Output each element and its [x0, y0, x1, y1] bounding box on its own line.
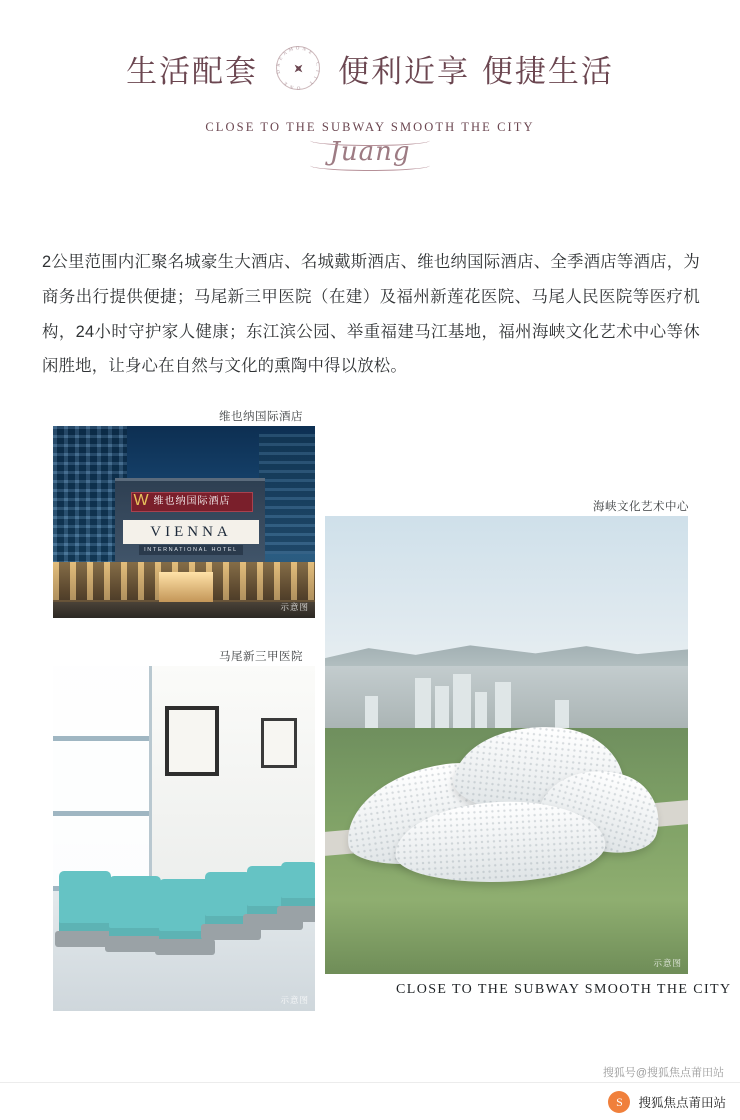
avatar: S: [608, 1091, 630, 1113]
vienna-sub-en: INTERNATIONAL HOTEL: [139, 545, 243, 555]
caption-vienna-hotel: 维也纳国际酒店: [219, 411, 303, 424]
caption-culture-center: 海峡文化艺术中心: [593, 501, 689, 514]
page-title-right: 便利近享 便捷生活: [338, 53, 614, 90]
body-paragraph: 2公里范围内汇聚名城豪生大酒店、名城戴斯酒店、维也纳国际酒店、全季酒店等酒店，为商务出行提供便捷；马尾新三甲医院（在建）及福州新莲花医院、马尾人民医院等医疗机构，24小时守护家人健康；东江滨公园、举重福建马江基地，福州海峡文化艺术中心等休闲胜地，让身心在自然与文化的熏陶中得以放松。: [42, 253, 700, 376]
page-title: [0, 42, 740, 94]
swash-bottom-decoration: [310, 160, 430, 171]
culture-center-structure: [345, 706, 655, 891]
vienna-ground: [53, 602, 315, 618]
photo-hospital: [53, 666, 315, 1011]
image-gallery: [0, 408, 740, 1028]
script-word-text: Juang: [329, 137, 411, 167]
waiting-chair: [281, 862, 315, 908]
hospital-wall-frame-1: [165, 706, 219, 776]
diamond-ornament-icon: [272, 42, 324, 94]
sohu-watermark: 搜狐号@搜狐焦点莆田站: [602, 1067, 724, 1079]
header-subtitle-en: CLOSE TO THE SUBWAY SMOOTH THE CITY: [205, 120, 535, 134]
page-header: [0, 0, 740, 167]
culture-sky: [325, 516, 688, 666]
photo-stamp-culture: 示意图: [653, 958, 682, 969]
hospital-wall-frame-2: [261, 718, 297, 768]
header-script-word: [329, 137, 410, 167]
footer-english-line: CLOSE TO THE SUBWAY SMOOTH THE CITY: [396, 982, 732, 997]
waiting-chair: [59, 871, 111, 933]
vienna-logo-icon: W: [133, 492, 149, 510]
photo-stamp-vienna: 示意图: [280, 602, 309, 613]
vienna-tower-right: [259, 434, 315, 554]
sohu-account-bar[interactable]: [0, 1082, 740, 1120]
ornament-ring-text: O N E C I T Y O N E D R E A M: [276, 46, 320, 90]
photo-stamp-hospital: 示意图: [280, 995, 309, 1006]
vienna-sign-cn: 维也纳国际酒店: [131, 492, 253, 512]
vienna-name-en: VIENNA: [123, 520, 259, 544]
photo-vienna-hotel: [53, 426, 315, 618]
swash-top-decoration: [310, 135, 430, 146]
waiting-chair: [109, 876, 161, 938]
caption-hospital: 马尾新三甲医院: [219, 651, 303, 664]
page-title-left: 生活配套: [126, 53, 259, 90]
photo-culture-center: [325, 516, 688, 974]
sohu-account-name[interactable]: 搜狐焦点莆田站: [638, 1095, 726, 1110]
